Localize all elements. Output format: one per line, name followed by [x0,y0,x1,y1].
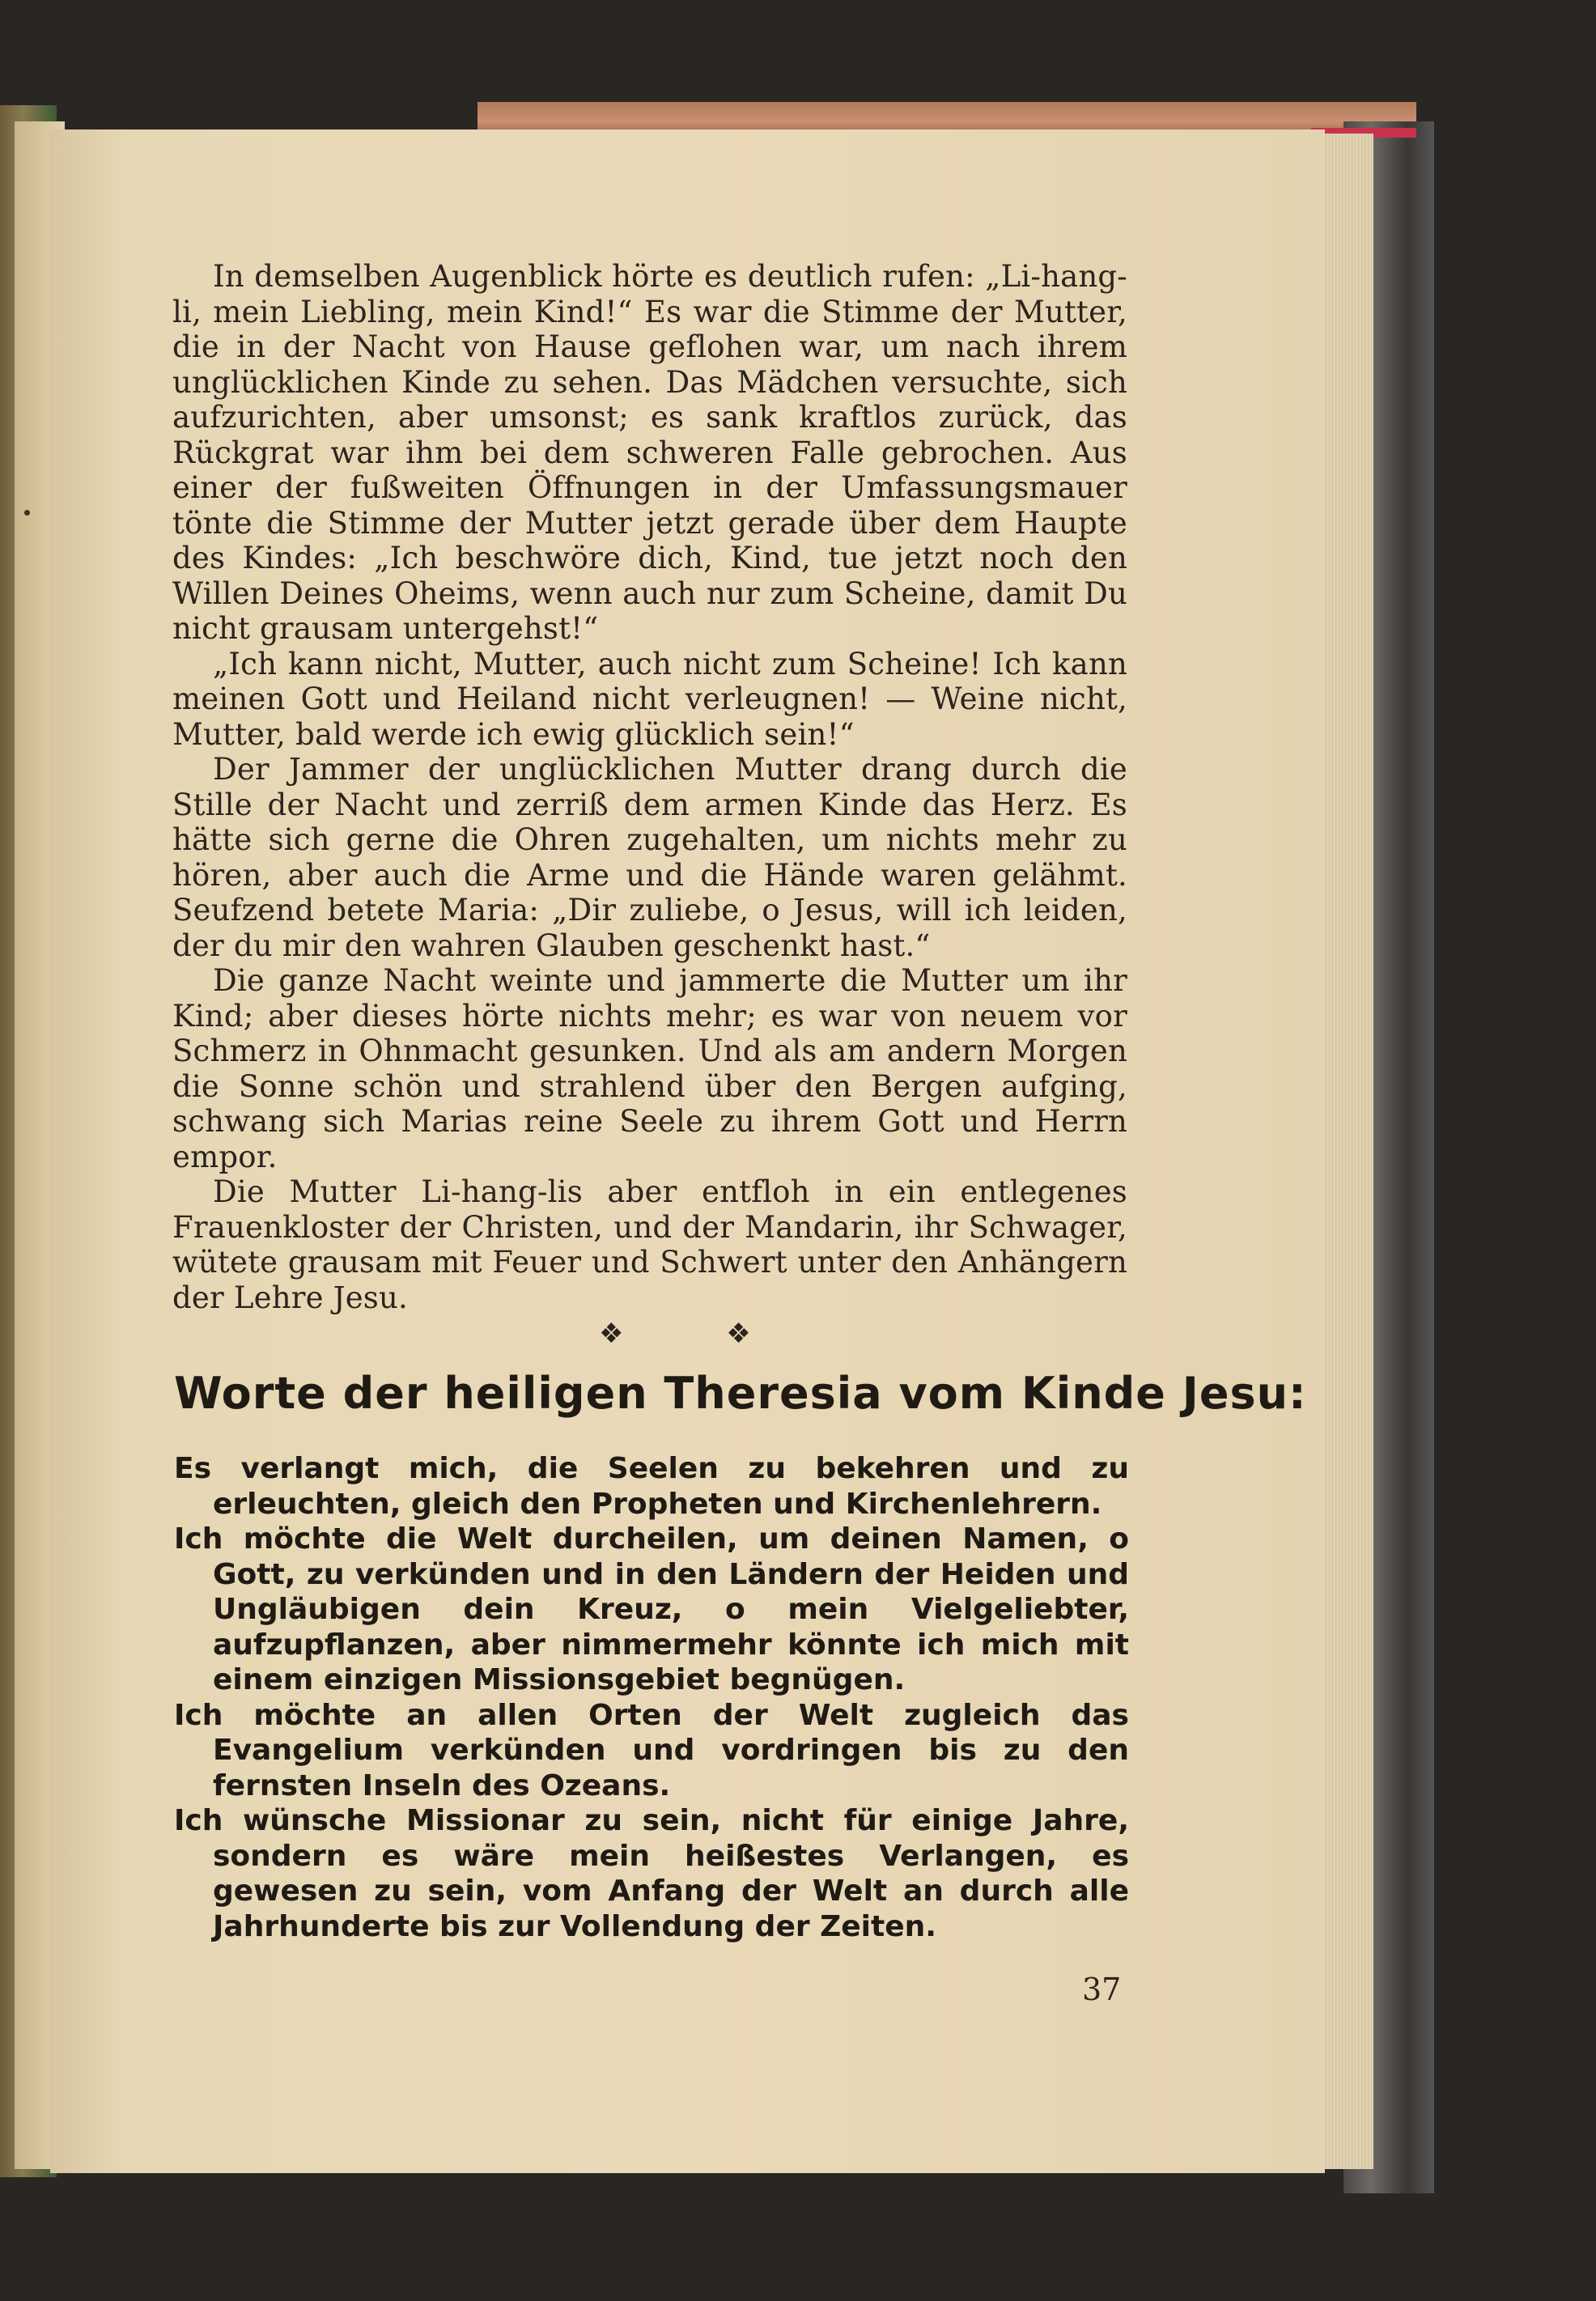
paragraph: Die ganze Nacht weinte und jammerte die Mutter um ihr Kind; aber dieses hörte nichts mehr; es war von neuem vor Schmerz in Ohnmacht gesunken. Und als am andern Morgen die Sonne schön und strahlend über den Bergen aufging, schwang sich Marias reine Seele zu ihrem Gott und Herrn empor. [172,963,1127,1174]
paragraph: Der Jammer der unglücklichen Mutter drang durch die Stille der Nacht und zerriß dem armen Kinde das Herz. Es hätte sich gerne die Ohren zugehalten, um nichts mehr zu hören, aber auch die Arme und die Hände waren gelähmt. Seufzend betete Maria: „Dir zuliebe, o Jesus, will ich leiden, der du mir den wahren Glauben geschenkt hast.“ [172,752,1127,963]
section-heading: Worte der heiligen Theresia vom Kinde Jesu: [174,1368,1307,1419]
section-ornament: ❖ ❖ [599,1318,798,1350]
quote-item: Ich möchte an allen Orten der Welt zugleich das Evangelium verkünden und vordringen bis zu den fernsten Inseln des Ozeans. [174,1698,1129,1802]
paragraph: „Ich kann nicht, Mutter, auch nicht zum Scheine! Ich kann meinen Gott und Heiland nicht verleugnen! — Weine nicht, Mutter, bald werde ich ewig glücklich sein!“ [172,646,1127,752]
paragraph: Die Mutter Li-hang-lis aber entfloh in ein entlegenes Frauenkloster der Christen, und der Mandarin, ihr Schwager, wütete grausam mit Feuer und Schwert unter den Anhängern der Lehre Jesu. [172,1174,1127,1315]
quote-item: Ich möchte die Welt durcheilen, um deinen Namen, o Gott, zu verkünden und in den Ländern der Heiden und Ungläubigen dein Kreuz, o mein Vielgeliebter, aufzupflanzen, aber nimmermehr könnte ich mich mit einem einzigen Missionsgebiet begnügen. [174,1522,1129,1696]
paragraph: In demselben Augenblick hörte es deutlich rufen: „Li-hang-li, mein Liebling, mein Kind!“ Es war die Stimme der Mutter, die in der Nacht von Hause geflohen war, um nach ihrem unglücklichen Kinde zu sehen. Das Mädchen versuchte, sich aufzurichten, aber umsonst; es sank kraftlos zurück, das Rückgrat war ihm bei dem schweren Falle gebrochen. Aus einer der fußweiten Öffnungen in der Umfassungsmauer tönte die Stimme der Mutter jetzt gerade über dem Haupte des Kindes: „Ich beschwöre dich, Kind, tue jetzt noch den Willen Deines Oheims, wenn auch nur zum Scheine, damit Du nicht grausam untergehst!“ [172,259,1127,646]
paper-spot [24,510,30,516]
quote-item: Es verlangt mich, die Seelen zu bekehren und zu erleuchten, gleich den Propheten und Kirchenlehrern. [174,1452,1129,1521]
page-number: 37 [1082,1972,1122,2007]
quote-item: Ich wünsche Missionar zu sein, nicht für einige Jahre, sondern es wäre mein heißestes Verlangen, es gewesen zu sein, vom Anfang der Welt an durch alle Jahrhunderte bis zur Vollendung der Zeiten. [174,1804,1129,1943]
story-text [172,259,1127,1315]
quote-list [174,1451,1129,1944]
